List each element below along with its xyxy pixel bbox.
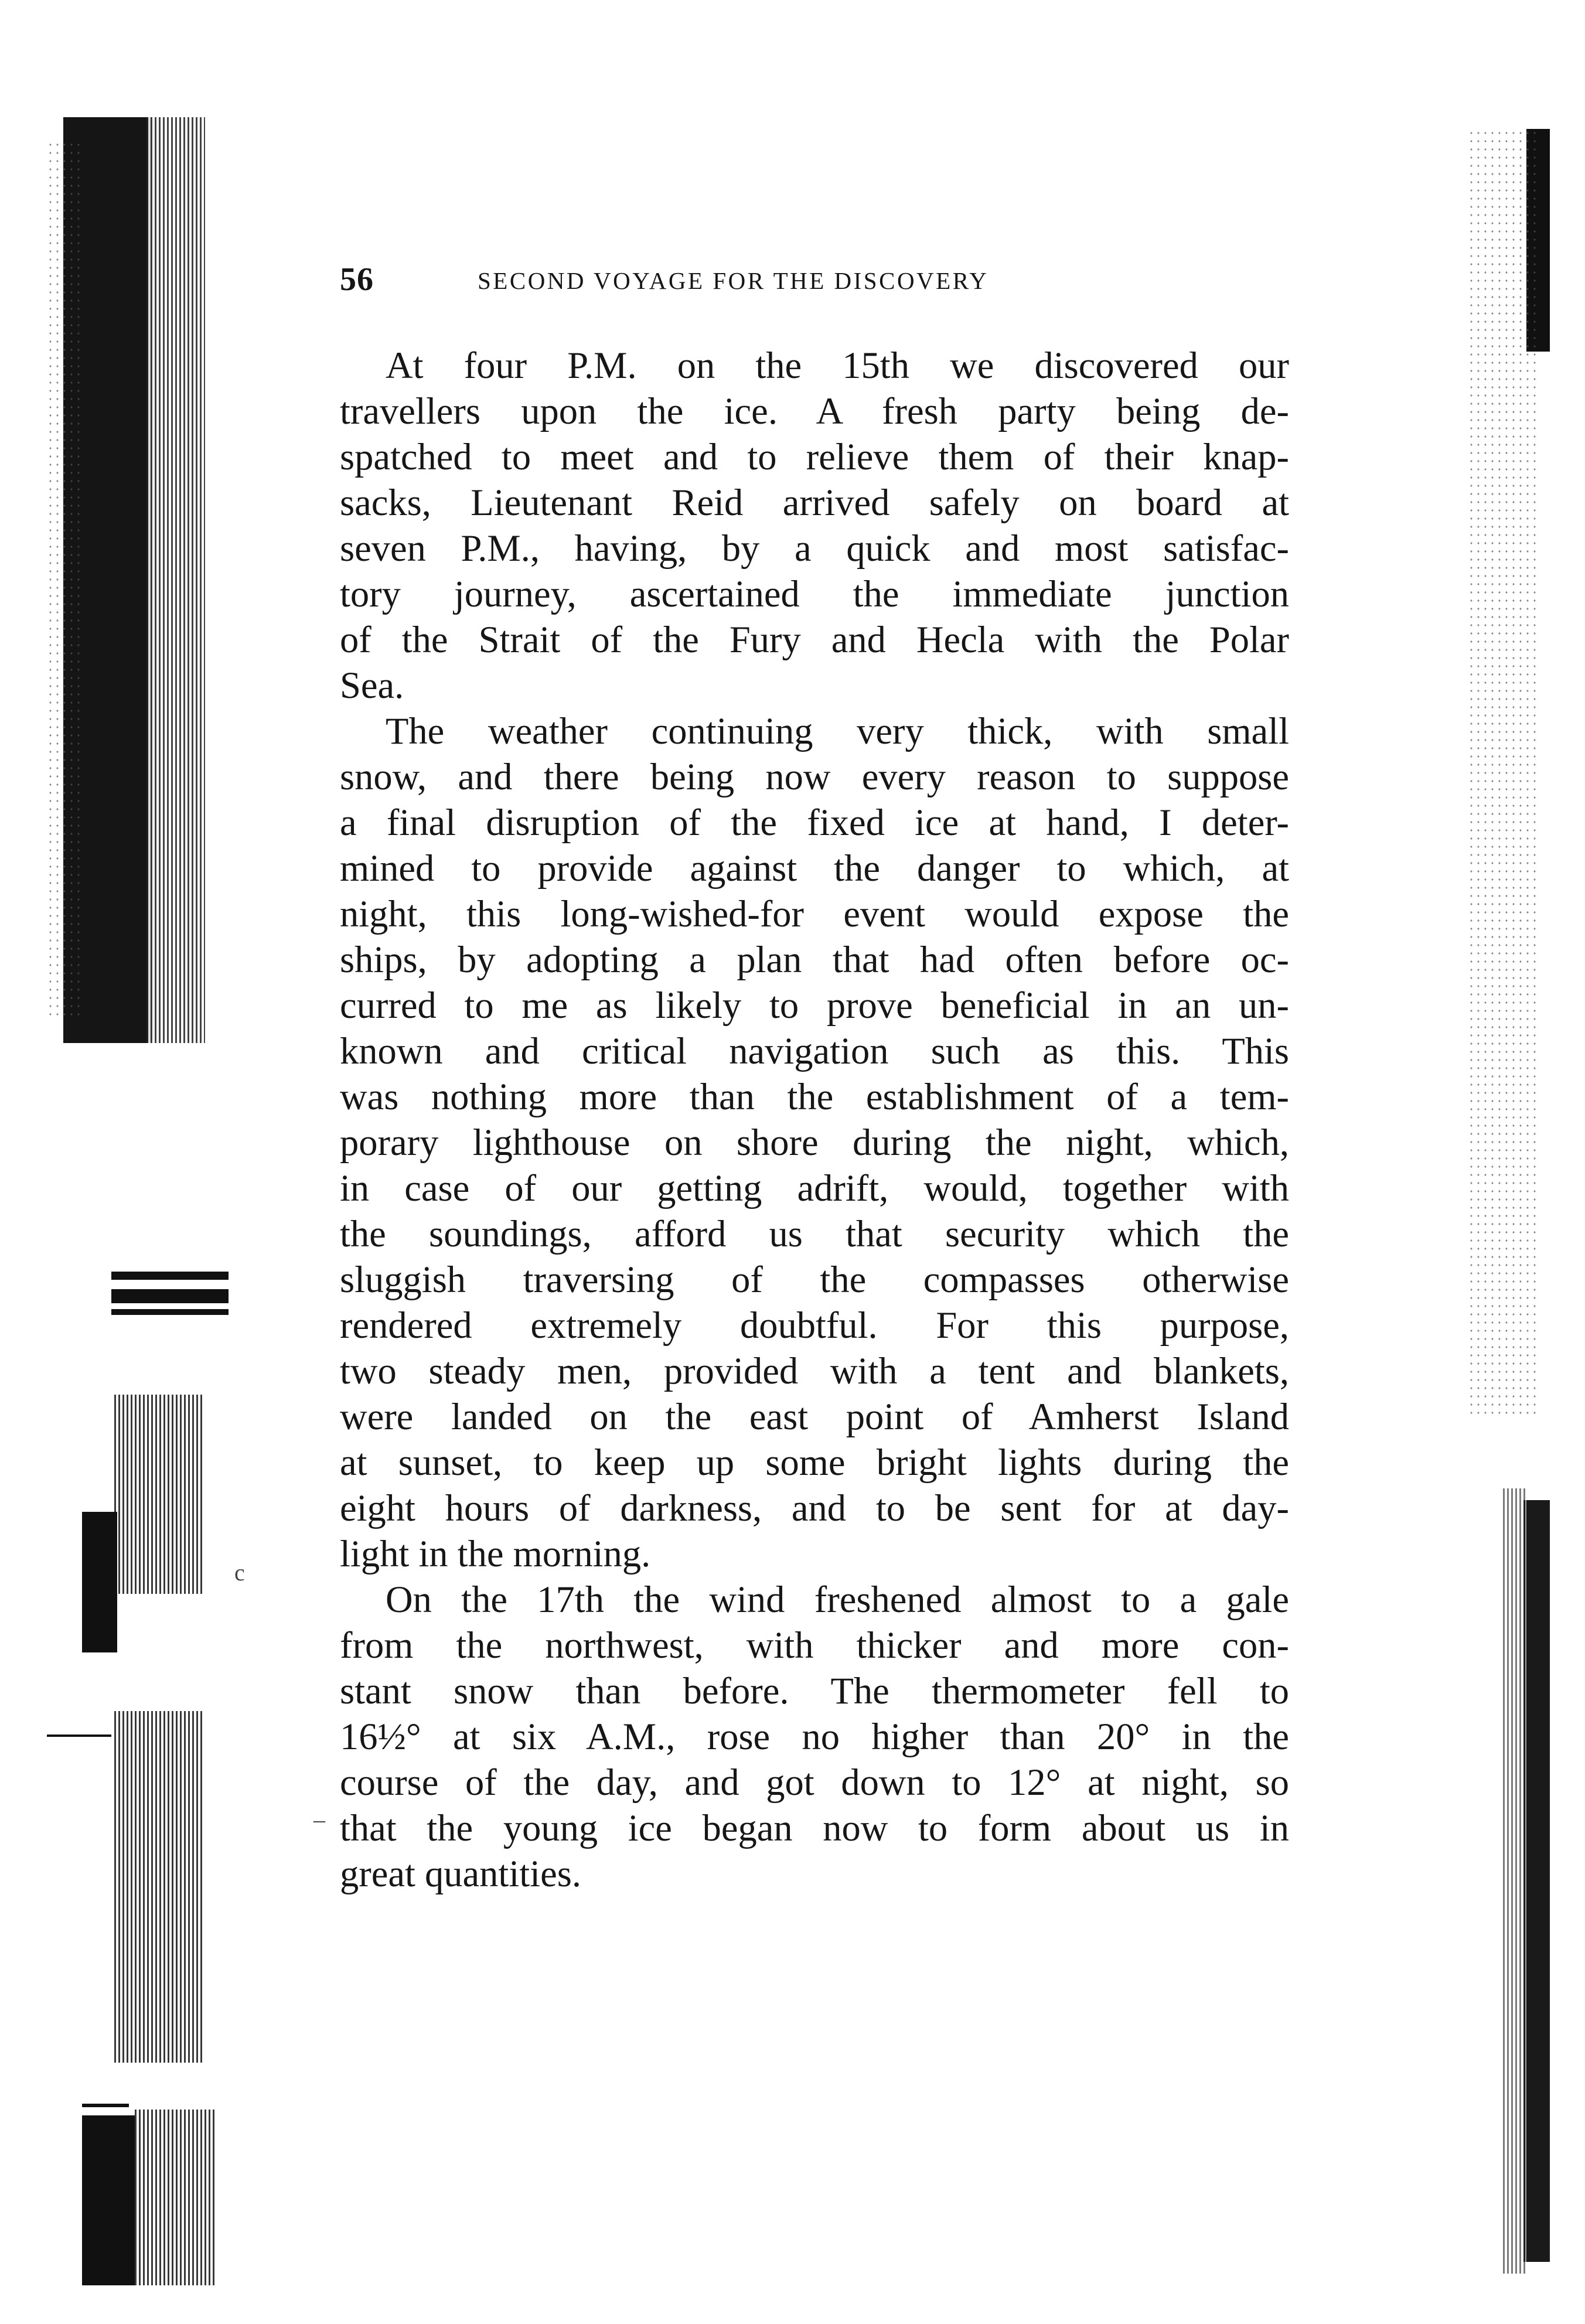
book-page xyxy=(340,261,1289,1897)
text-line: snow, and there being now every reason to suppose xyxy=(340,756,1289,798)
text-line: stant snow than before. The thermometer fell to xyxy=(340,1670,1289,1712)
text-line: On the 17th the wind freshened almost to a gale xyxy=(386,1579,1289,1620)
margin-mark: _ xyxy=(313,1798,325,1825)
text-line: seven P.M., having, by a quick and most satisfac- xyxy=(340,527,1289,569)
running-head xyxy=(340,261,1289,308)
text-line: of the Strait of the Fury and Hecla with the Polar xyxy=(340,619,1289,660)
text-line: at sunset, to keep up some bright lights during the xyxy=(340,1442,1289,1483)
text-line: 16½° at six A.M., rose no higher than 20° in the xyxy=(340,1716,1289,1757)
text-line: were landed on the east point of Amherst Island xyxy=(340,1396,1289,1437)
scan-left-edge xyxy=(47,94,217,2203)
text-line: known and critical navigation such as this. This xyxy=(340,1030,1289,1072)
paragraph xyxy=(340,1577,1289,1897)
paragraph xyxy=(340,343,1289,708)
text-line: was nothing more than the establishment of a tem- xyxy=(340,1076,1289,1117)
text-line: At four P.M. on the 15th we discovered our xyxy=(386,345,1289,386)
text-line: The weather continuing very thick, with small xyxy=(386,710,1289,752)
text-line: rendered extremely doubtful. For this purpose, xyxy=(340,1304,1289,1346)
text-line: eight hours of darkness, and to be sent for at day- xyxy=(340,1487,1289,1529)
text-line: from the northwest, with thicker and more con- xyxy=(340,1624,1289,1666)
text-line: Sea. xyxy=(340,665,404,706)
text-line: spatched to meet and to relieve them of their knap- xyxy=(340,436,1289,478)
text-line: sacks, Lieutenant Reid arrived safely on board at xyxy=(340,482,1289,523)
text-line: great quantities. xyxy=(340,1853,581,1894)
scan-right-edge xyxy=(1468,105,1567,2203)
text-line: a final disruption of the fixed ice at hand, I deter- xyxy=(340,802,1289,843)
text-line: mined to provide against the danger to which, at xyxy=(340,847,1289,889)
margin-mark: c xyxy=(234,1559,245,1586)
text-line: porary lighthouse on shore during the night, which, xyxy=(340,1122,1289,1163)
text-line: light in the morning. xyxy=(340,1533,651,1575)
text-line: in case of our getting adrift, would, together with xyxy=(340,1167,1289,1209)
page-number: 56 xyxy=(340,261,374,298)
text-line: that the young ice began now to form about us in xyxy=(340,1807,1289,1849)
text-line: the soundings, afford us that security which the xyxy=(340,1213,1289,1255)
text-line: two steady men, provided with a tent and blankets, xyxy=(340,1350,1289,1392)
text-line: tory journey, ascertained the immediate junction xyxy=(340,573,1289,615)
paragraph xyxy=(340,708,1289,1577)
text-line: course of the day, and got down to 12° at night, so xyxy=(340,1761,1289,1803)
text-line: ships, by adopting a plan that had often before oc- xyxy=(340,939,1289,980)
text-line: curred to me as likely to prove beneficial in an un- xyxy=(340,984,1289,1026)
text-line: night, this long-wished-for event would expose the xyxy=(340,893,1289,935)
running-title: SECOND VOYAGE FOR THE DISCOVERY xyxy=(478,267,989,294)
text-line: travellers upon the ice. A fresh party being de- xyxy=(340,390,1289,432)
text-line: sluggish traversing of the compasses otherwise xyxy=(340,1259,1289,1300)
